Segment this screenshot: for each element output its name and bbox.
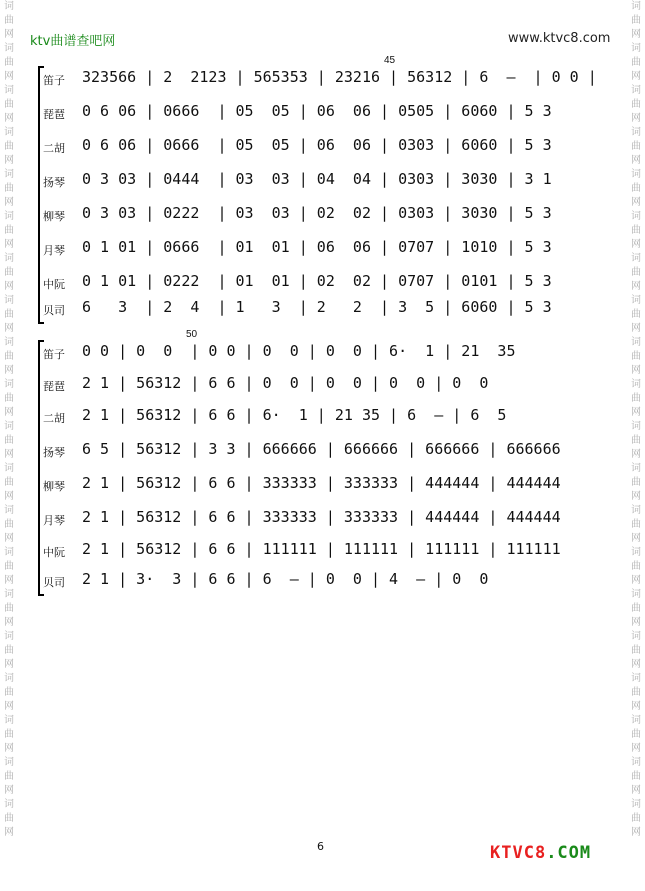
system2-measure-number: 50 xyxy=(186,329,198,340)
notation-line: 2 1 | 56312 | 6 6 | 0 0 | 0 0 | 0 0 | 0 0 xyxy=(82,374,489,392)
notation-line: 0 1 01 | 0222 | 01 01 | 02 02 | 0707 | 0101 | 5 3 xyxy=(82,272,552,290)
notation-line: 0 3 03 | 0222 | 03 03 | 02 02 | 0303 | 3030 | 5 3 xyxy=(82,204,552,222)
instrument-name: 柳琴 xyxy=(43,210,65,223)
instrument-name: 笛子 xyxy=(43,74,65,87)
notation-line: 0 1 01 | 0666 | 01 01 | 06 06 | 0707 | 1010 | 5 3 xyxy=(82,238,552,256)
instrument-name: 柳琴 xyxy=(43,480,65,493)
notation-line: 0 6 06 | 0666 | 05 05 | 06 06 | 0303 | 6060 | 5 3 xyxy=(82,136,552,154)
notation-line: 0 3 03 | 0444 | 03 03 | 04 04 | 0303 | 3030 | 3 1 xyxy=(82,170,552,188)
page-number: 6 xyxy=(317,840,324,853)
notation-line: 6 5 | 56312 | 3 3 | 666666 | 666666 | 666666 | 666666 xyxy=(82,440,561,458)
notation-line: 2 1 | 3· 3 | 6 6 | 6 — | 0 0 | 4 — | 0 0 xyxy=(82,570,489,588)
score-row xyxy=(38,294,578,328)
score-row xyxy=(38,200,578,234)
instrument-name: 月琴 xyxy=(43,514,65,527)
logo-main: KTVC8 xyxy=(490,843,547,863)
score-row xyxy=(38,132,578,166)
site-url[interactable]: www.ktvc8.com xyxy=(508,31,611,46)
instrument-name: 琵琶 xyxy=(43,108,65,121)
notation-line: 2 1 | 56312 | 6 6 | 111111 | 111111 | 111111 | 111111 xyxy=(82,540,561,558)
instrument-name: 二胡 xyxy=(43,412,65,425)
system1-measure-number: 45 xyxy=(384,55,396,66)
score-row xyxy=(38,166,578,200)
instrument-name: 中阮 xyxy=(43,546,65,559)
instrument-name: 琵琶 xyxy=(43,380,65,393)
notation-line: 0 6 06 | 0666 | 05 05 | 06 06 | 0505 | 6060 | 5 3 xyxy=(82,102,552,120)
notation-line: 2 1 | 56312 | 6 6 | 6· 1 | 21 35 | 6 — | 6 5 xyxy=(82,406,507,424)
score-row xyxy=(38,64,597,98)
instrument-name: 扬琴 xyxy=(43,446,65,459)
notation-line: 6 3 | 2 4 | 1 3 | 2 2 | 3 5 | 6060 | 5 3 xyxy=(82,298,552,316)
score-row xyxy=(38,536,578,570)
notation-line: 2 1 | 56312 | 6 6 | 333333 | 333333 | 444444 | 444444 xyxy=(82,474,561,492)
score-row xyxy=(38,566,578,600)
score-row xyxy=(38,402,578,436)
notation-line: 323566 | 2 2123 | 565353 | 23216 | 56312 | 6 — | 0 0 | xyxy=(82,68,597,86)
instrument-name: 贝司 xyxy=(43,576,65,589)
instrument-name: 贝司 xyxy=(43,304,65,317)
instrument-name: 中阮 xyxy=(43,278,65,291)
site-name[interactable]: ktv曲谱查吧网 xyxy=(30,34,116,49)
instrument-name: 月琴 xyxy=(43,244,65,257)
site-logo xyxy=(490,843,591,863)
score-row xyxy=(38,234,578,268)
score-row xyxy=(38,436,578,470)
instrument-name: 扬琴 xyxy=(43,176,65,189)
instrument-name: 笛子 xyxy=(43,348,65,361)
side-watermark-left: 词曲网词曲网词曲网词曲网词曲网词曲网词曲网词曲网词曲网词曲网词曲网词曲网词曲网词曲网词曲网词曲网词曲网词曲网词曲网词曲网 xyxy=(4,1,14,838)
score-row xyxy=(38,370,578,404)
notation-line: 2 1 | 56312 | 6 6 | 333333 | 333333 | 444444 | 444444 xyxy=(82,508,561,526)
score-row xyxy=(38,504,578,538)
logo-tail: .COM xyxy=(546,843,592,863)
side-watermark-right: 词曲网词曲网词曲网词曲网词曲网词曲网词曲网词曲网词曲网词曲网词曲网词曲网词曲网词曲网词曲网词曲网词曲网词曲网词曲网词曲网 xyxy=(631,1,641,838)
score-row xyxy=(38,470,578,504)
instrument-name: 二胡 xyxy=(43,142,65,155)
score-row xyxy=(38,338,578,372)
notation-line: 0 0 | 0 0 | 0 0 | 0 0 | 0 0 | 6· 1 | 21 35 xyxy=(82,342,516,360)
score-row xyxy=(38,98,578,132)
